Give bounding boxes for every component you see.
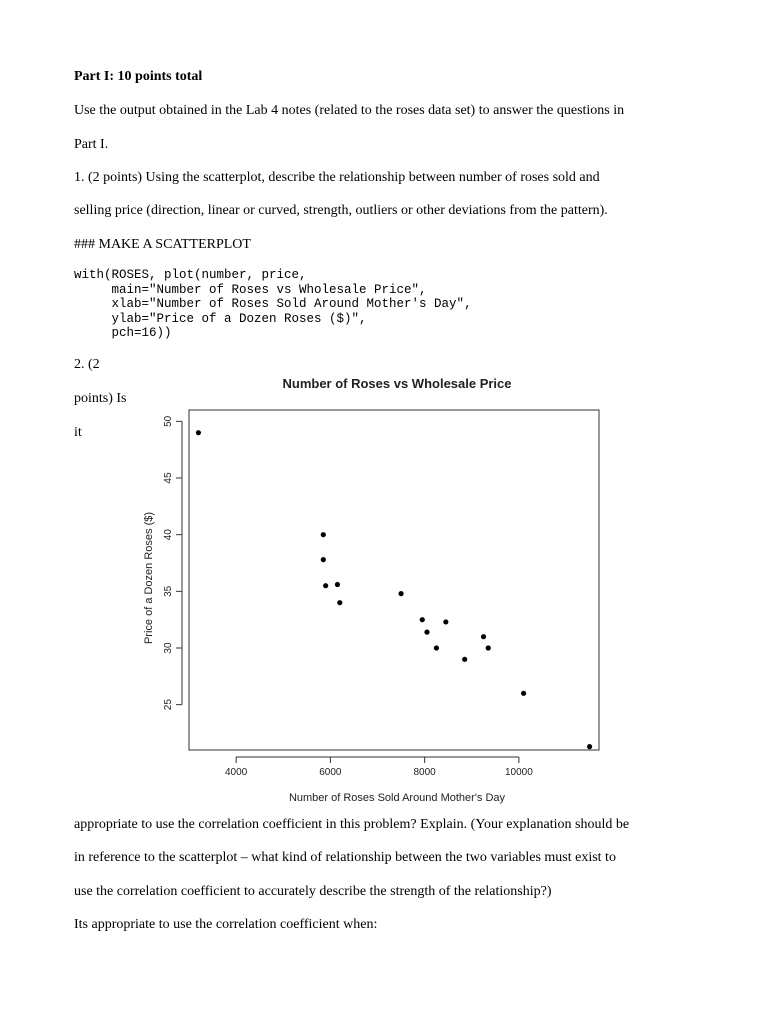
question-1-line-1: 1. (2 points) Using the scatterplot, describe the relationship between number of roses sold and [74,170,600,185]
question-2-part-3: it [74,425,82,440]
x-axis-label: Number of Roses Sold Around Mother's Day [288,792,506,804]
data-point [398,591,403,596]
data-point [486,645,491,650]
intro-line-1: Use the output obtained in the Lab 4 notes (related to the roses data set) to answer the questions in [74,103,625,118]
x-tick-label: 10000 [504,767,533,778]
x-tick-label: 4000 [225,767,248,778]
y-tick-label: 25 [163,699,174,711]
part-title: Part I: 10 points total [74,69,203,84]
data-point [323,583,328,588]
question-2-line-1: appropriate to use the correlation coefficient in this problem? Explain. (Your explanation should be [74,817,630,832]
question-2-line-2: in reference to the scatterplot – what kind of relationship between the two variables must exist to [74,850,616,865]
question-2-part-2: points) Is [74,391,127,406]
question-2-part-1: 2. (2 [74,357,100,372]
scatterplot [130,370,640,810]
y-axis-label: Price of a Dozen Roses ($) [143,511,155,645]
data-point [420,617,425,622]
data-point [587,744,592,749]
data-point [424,630,429,635]
data-point [335,582,340,587]
question-1-line-2: selling price (direction, linear or curved, strength, outliers or other deviations from the pattern). [74,203,608,218]
code-heading: ### MAKE A SCATTERPLOT [74,237,251,252]
chart-title: Number of Roses vs Wholesale Price [282,376,512,391]
x-tick-label: 8000 [413,767,436,778]
data-point [337,600,342,605]
data-point [462,657,467,662]
data-point [321,532,326,537]
data-point [521,691,526,696]
y-tick-label: 30 [163,642,174,654]
question-2-line-3: use the correlation coefficient to accurately describe the strength of the relationship?) [74,884,552,899]
plot-frame [189,410,599,750]
data-point [481,634,486,639]
data-point [321,557,326,562]
data-point [196,430,201,435]
y-tick-label: 50 [163,415,174,427]
intro-line-2: Part I. [74,137,109,152]
y-tick-label: 35 [163,585,174,597]
y-tick-label: 40 [163,529,174,541]
data-point [434,645,439,650]
y-tick-label: 45 [163,472,174,484]
answer-line: Its appropriate to use the correlation coefficient when: [74,917,378,932]
data-point [443,619,448,624]
x-tick-label: 6000 [319,767,342,778]
r-code-block: with(ROSES, plot(number, price, main="Number of Roses vs Wholesale Price", xlab="Number of Roses Sold Around Mother's Day", ylab="Price of a Dozen Roses ($)", pch=16)) [74,268,472,341]
